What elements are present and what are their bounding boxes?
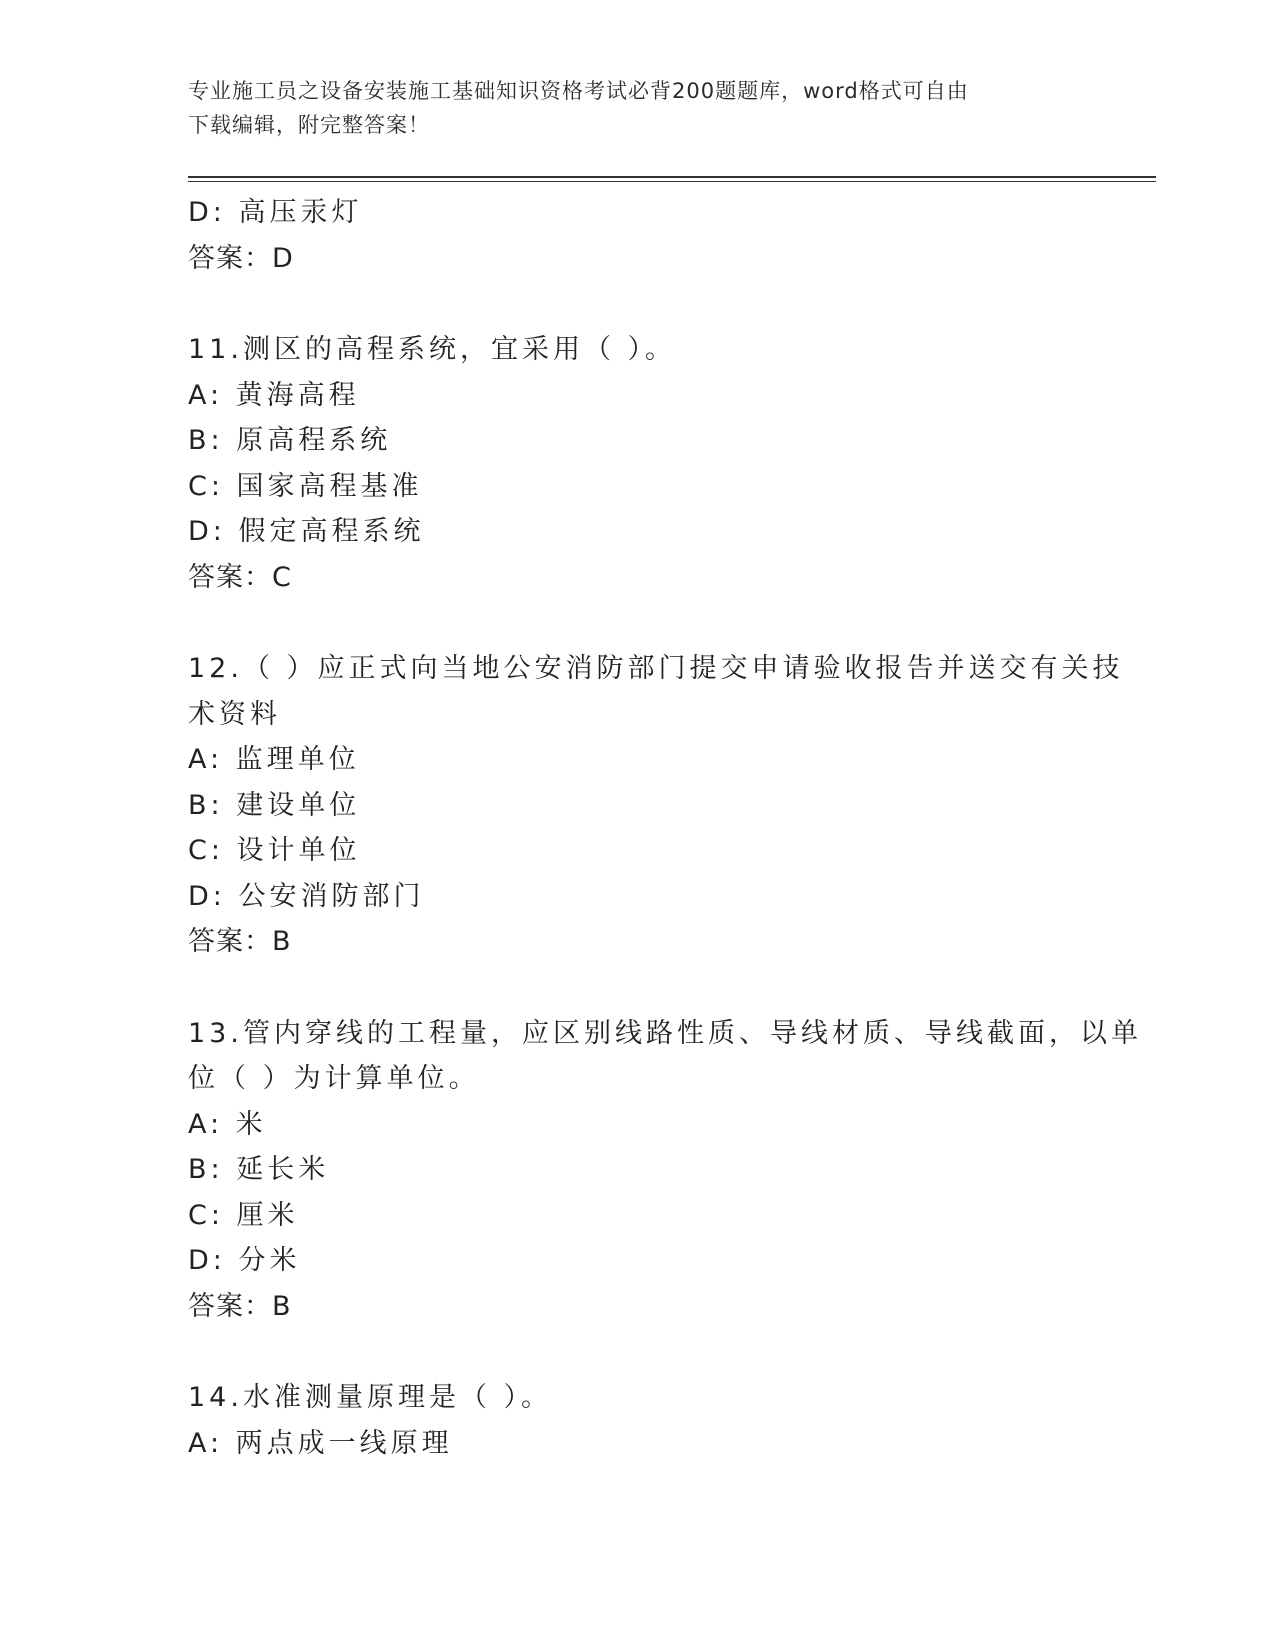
spacer xyxy=(188,1329,1088,1375)
answer-line: 答案：D xyxy=(188,242,294,274)
option-d: D: 公安消防部门 xyxy=(188,880,425,912)
option-d: D: 分米 xyxy=(188,1245,301,1276)
header-divider-thick xyxy=(188,176,1156,178)
question-text-line-1: 13.管内穿线的工程量，应区别线路性质、导线材质、导线截面，以单 xyxy=(188,1017,1142,1049)
option-c: C: 国家高程基准 xyxy=(188,470,423,502)
question-text-line-2: 位（ ）为计算单位。 xyxy=(188,1063,480,1094)
spacer xyxy=(188,965,1088,1011)
option-a: A: 米 xyxy=(188,1108,267,1140)
question-14 xyxy=(188,1375,1088,1466)
option-c: C: 设计单位 xyxy=(188,835,361,866)
question-11 xyxy=(188,327,1088,600)
header-line-2: 下载编辑，附完整答案！ xyxy=(188,113,430,137)
option-a: A: 监理单位 xyxy=(188,744,360,775)
question-12 xyxy=(188,646,1124,965)
spacer xyxy=(188,281,1088,327)
option-b: B: 延长米 xyxy=(188,1154,330,1185)
option-a: A: 黄海高程 xyxy=(188,379,360,411)
option-a: A: 两点成一线原理 xyxy=(188,1427,453,1459)
question-content xyxy=(188,190,1142,1466)
document-header xyxy=(188,74,1088,142)
option-d: D: 高压汞灯 xyxy=(188,197,363,228)
header-line-1: 专业施工员之设备安装施工基础知识资格考试必背200题题库，word格式可自由 xyxy=(188,79,969,103)
question-text: 11.测区的高程系统，宜采用（ ）。 xyxy=(188,334,677,365)
answer-line: 答案：B xyxy=(188,926,292,957)
question-text-line-2: 术资料 xyxy=(188,698,281,730)
answer-line: 答案：B xyxy=(188,1290,292,1322)
option-d: D: 假定高程系统 xyxy=(188,516,425,547)
answer-line: 答案：C xyxy=(188,561,292,593)
spacer xyxy=(188,600,1088,646)
question-text-line-1: 12.（ ）应正式向当地公安消防部门提交申请验收报告并送交有关技 xyxy=(188,653,1124,684)
question-text: 14.水准测量原理是（ ）。 xyxy=(188,1382,553,1413)
previous-question-block xyxy=(188,190,1088,281)
header-divider-thin xyxy=(188,181,1156,182)
question-13 xyxy=(188,1011,1142,1330)
option-c: C: 厘米 xyxy=(188,1199,299,1231)
option-b: B: 原高程系统 xyxy=(188,425,392,456)
option-b: B: 建设单位 xyxy=(188,789,361,821)
